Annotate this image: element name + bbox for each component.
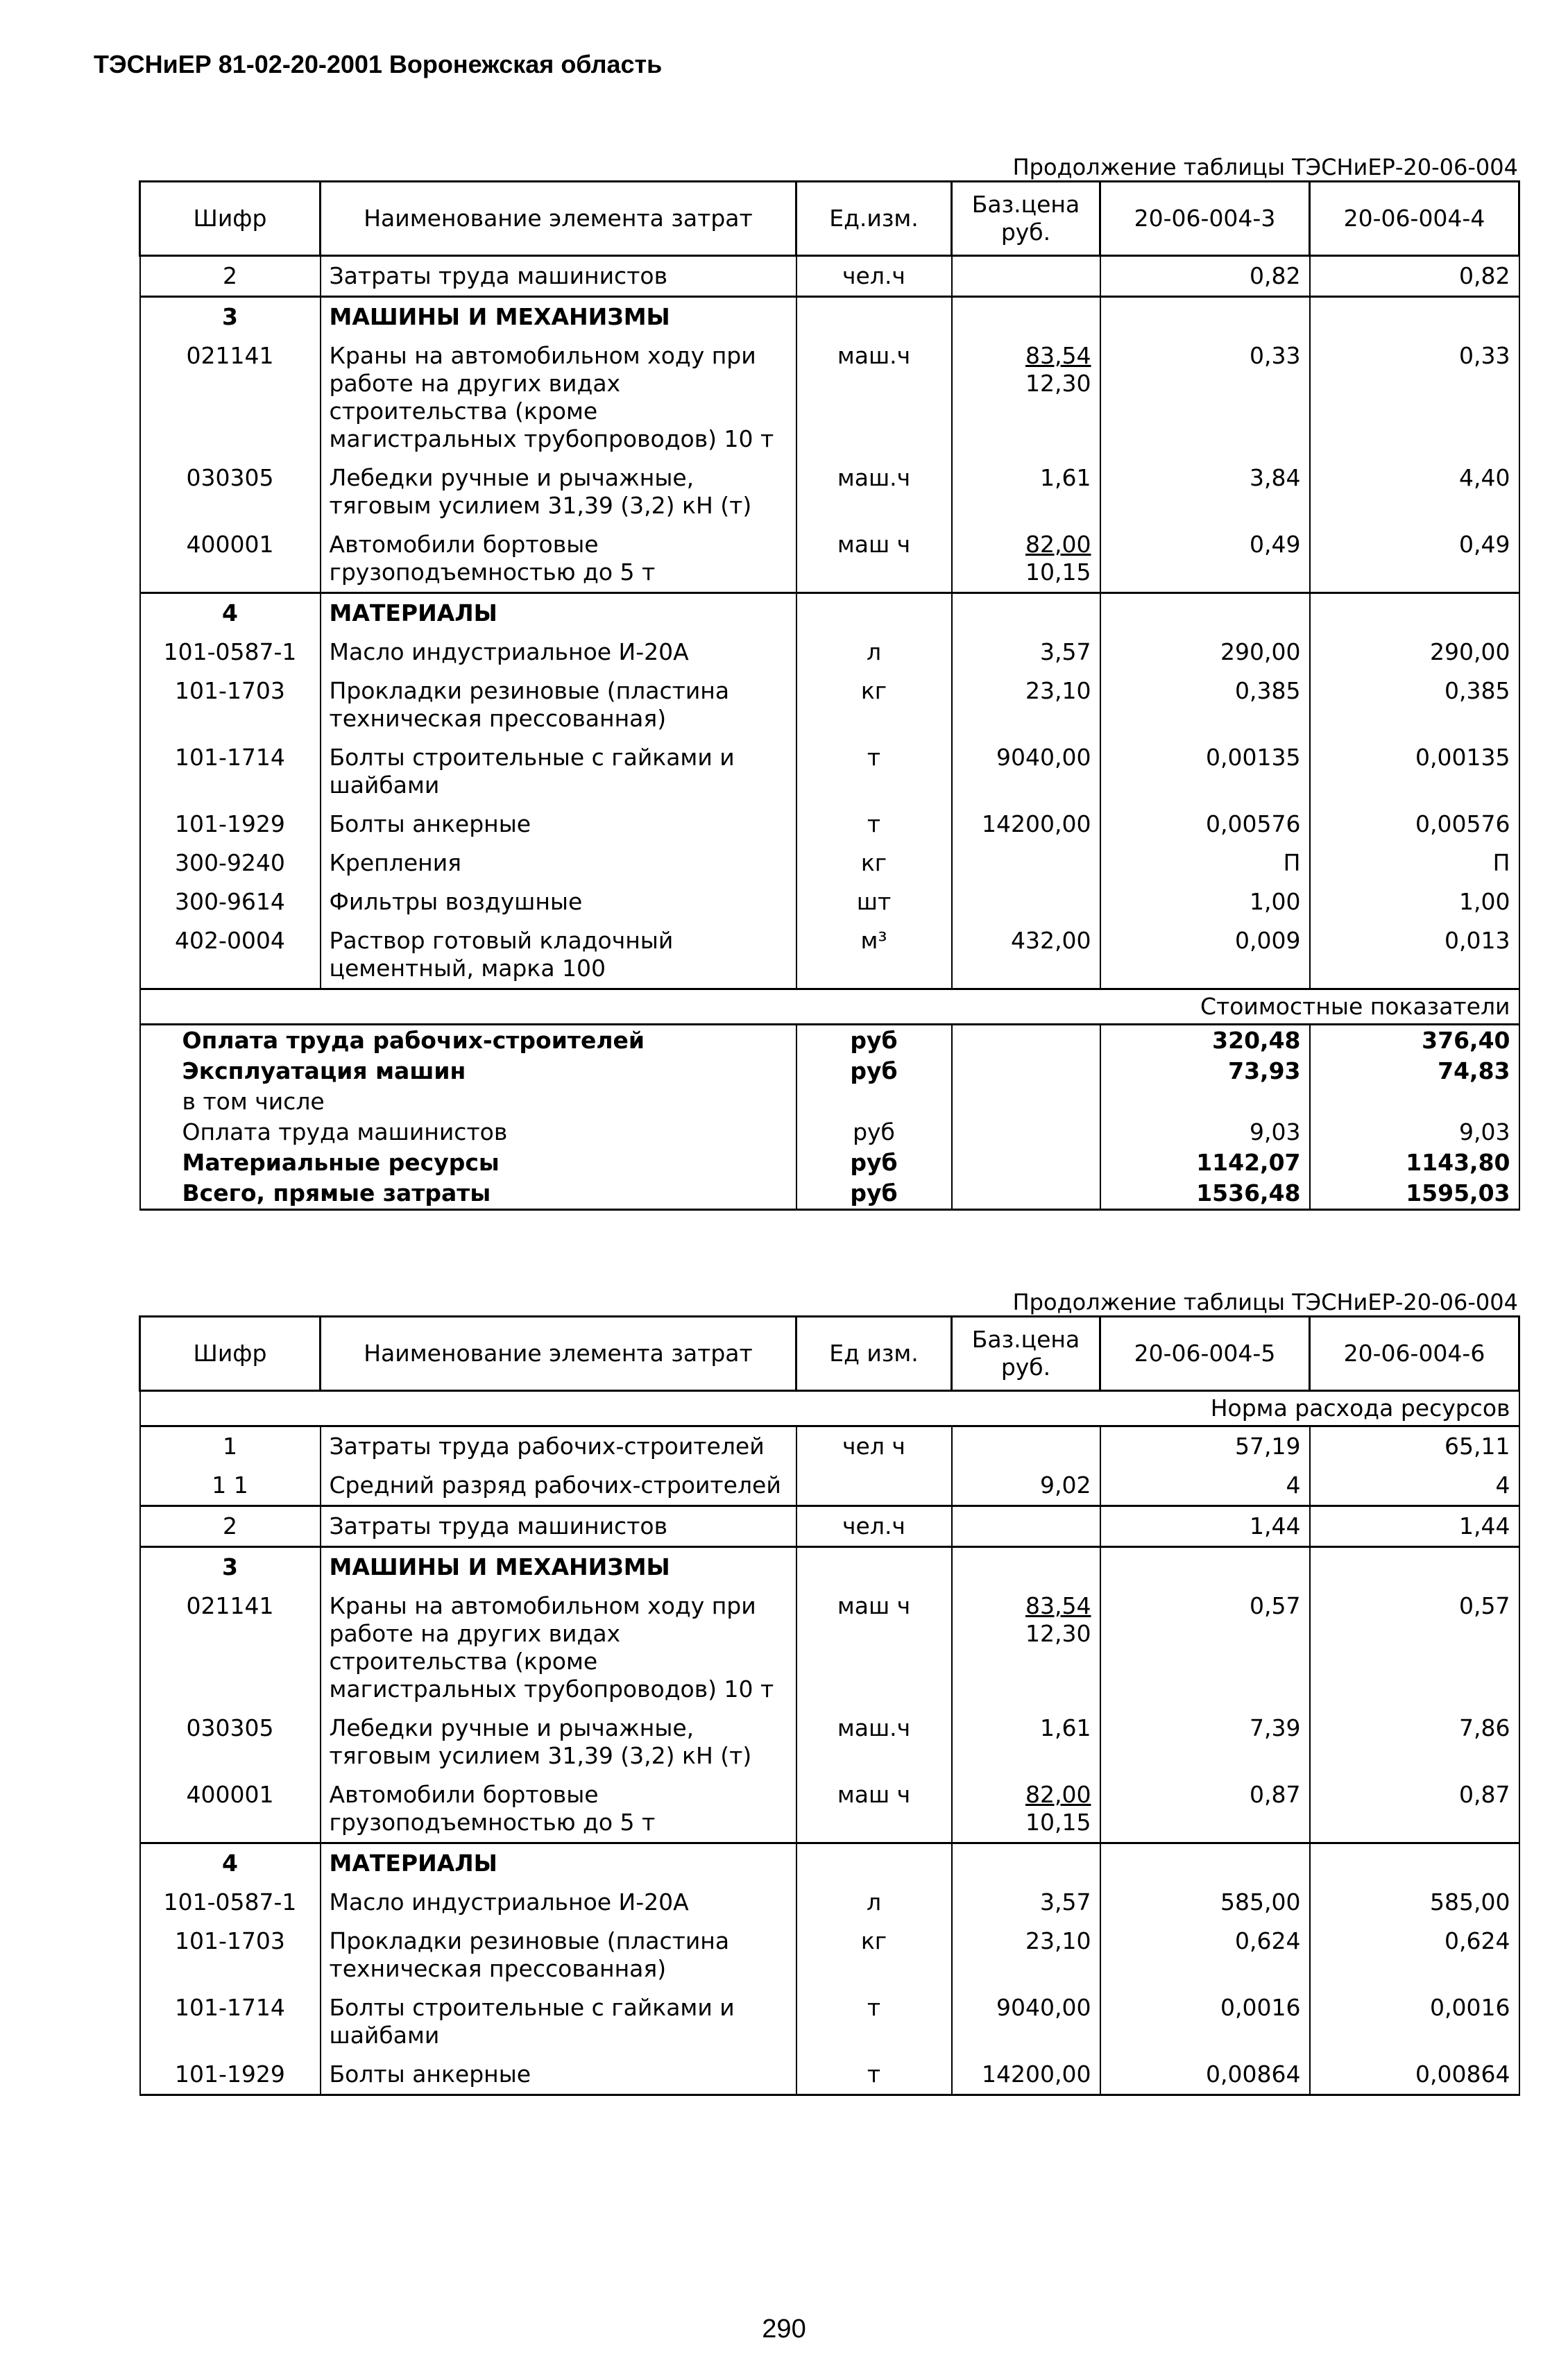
table-row [140,1426,1519,1467]
row-value-1 [1100,593,1310,633]
price-value: 23,10 [1025,1927,1091,1954]
row-name: МАТЕРИАЛЫ [321,593,796,633]
table-row [140,738,1519,805]
totals-row [140,1148,1519,1178]
row-value-2: 1,00 [1310,882,1519,921]
totals-price-empty [952,1178,1100,1210]
row-unit: т [796,738,952,805]
row-name: Болты строительные с гайками и шайбами [321,738,796,805]
row-price [952,738,1100,805]
row-price [952,1466,1100,1506]
row-name: Лебедки ручные и рычажные, тяговым усилием 31,39 (3,2) кН (т) [321,1709,796,1775]
totals-value-2: 74,83 [1310,1056,1519,1086]
row-name: Прокладки резиновые (пластина техническая прессованная) [321,672,796,738]
table-row [140,2055,1519,2095]
row-code: 1 1 [140,1466,321,1506]
header-code: Шифр [140,182,321,256]
row-code: 400001 [140,1775,321,1843]
row-name: Болты анкерные [321,805,796,844]
row-value-2 [1310,1547,1519,1587]
totals-label: Материальные ресурсы [140,1148,796,1178]
row-value-2: 65,11 [1310,1426,1519,1467]
cost-caption: Стоимостные показатели [140,989,1519,1025]
row-price [952,1775,1100,1843]
row-value-2: 585,00 [1310,1883,1519,1922]
row-value-1: 0,49 [1100,525,1310,593]
totals-row [140,1117,1519,1148]
totals-value-1: 9,03 [1100,1117,1310,1148]
price-value: 3,57 [1040,1888,1091,1916]
row-code: 3 [140,1547,321,1587]
table1-body [140,256,1519,989]
totals-unit: руб [796,1148,952,1178]
row-name: МАТЕРИАЛЫ [321,1843,796,1884]
row-value-1 [1100,297,1310,337]
totals-value-2: 9,03 [1310,1117,1519,1148]
price-value: 9040,00 [996,744,1091,771]
row-name: Затраты труда машинистов [321,1506,796,1547]
row-unit [796,1466,952,1506]
price-value: 9040,00 [996,1994,1091,2021]
row-code: 4 [140,593,321,633]
row-value-1: 0,87 [1100,1775,1310,1843]
row-code: 101-0587-1 [140,1883,321,1922]
row-unit: л [796,1883,952,1922]
row-price [952,256,1100,297]
table1-cost-caption-row [140,989,1519,1025]
row-price [952,882,1100,921]
row-name: МАШИНЫ И МЕХАНИЗМЫ [321,1547,796,1587]
row-price [952,633,1100,672]
row-unit: чел.ч [796,256,952,297]
row-unit: кг [796,1922,952,1988]
header-code: Шифр [140,1317,321,1391]
row-value-2: 0,49 [1310,525,1519,593]
row-unit: маш.ч [796,1709,952,1775]
row-value-1: 1,44 [1100,1506,1310,1547]
price-value: 23,10 [1025,677,1091,704]
totals-row [140,1025,1519,1057]
table-row [140,844,1519,882]
table2-header-row [140,1317,1519,1391]
table-row [140,1466,1519,1506]
row-name: Раствор готовый кладочный цементный, марка 100 [321,921,796,989]
row-code: 030305 [140,1709,321,1775]
row-unit: маш ч [796,525,952,593]
row-value-1: П [1100,844,1310,882]
row-code: 400001 [140,525,321,593]
table-row [140,593,1519,633]
totals-value-1: 1536,48 [1100,1178,1310,1210]
row-value-2: 7,86 [1310,1709,1519,1775]
table-row [140,459,1519,525]
totals-label: Оплата труда рабочих-строителей [140,1025,796,1057]
row-value-2 [1310,1843,1519,1884]
totals-label: Оплата труда машинистов [140,1117,796,1148]
row-code: 101-0587-1 [140,633,321,672]
totals-unit: руб [796,1056,952,1086]
row-name: Средний разряд рабочих-строителей [321,1466,796,1506]
price-value: 82,00 [1025,531,1091,558]
row-price [952,1426,1100,1467]
header-col2: 20-06-004-6 [1310,1317,1519,1391]
document-title: ТЭСНиЕР 81-02-20-2001 Воронежская область [94,50,663,78]
row-unit: маш ч [796,1775,952,1843]
table1-continuation: Продолжение таблицы ТЭСНиЕР-20-06-004 [1012,154,1518,180]
row-name: Лебедки ручные и рычажные, тяговым усилием 31,39 (3,2) кН (т) [321,459,796,525]
table-row [140,882,1519,921]
price-value: 432,00 [1011,927,1091,954]
row-price [952,1709,1100,1775]
table-row [140,672,1519,738]
price-machinist-value: 12,30 [1025,370,1091,397]
price-value: 9,02 [1040,1472,1091,1499]
row-value-1 [1100,1547,1310,1587]
row-value-1: 0,33 [1100,336,1310,459]
row-name: Прокладки резиновые (пластина техническая прессованная) [321,1922,796,1988]
page-number: 290 [762,2314,806,2344]
row-price [952,593,1100,633]
row-value-2: 290,00 [1310,633,1519,672]
row-price [952,844,1100,882]
row-value-2: 4,40 [1310,459,1519,525]
table-row [140,1547,1519,1587]
table1-header-row [140,182,1519,256]
row-unit: маш ч [796,1587,952,1709]
row-unit [796,297,952,337]
totals-unit: руб [796,1117,952,1148]
row-name: Затраты труда машинистов [321,256,796,297]
price-value: 1,61 [1040,464,1091,491]
row-value-1: 0,009 [1100,921,1310,989]
row-value-2: 0,385 [1310,672,1519,738]
totals-unit: руб [796,1025,952,1057]
row-name: Краны на автомобильном ходу при работе на других видах строительства (кроме магистральных трубопроводов) 10 т [321,336,796,459]
row-unit: кг [796,844,952,882]
price-machinist-value: 10,15 [1025,558,1091,586]
row-code: 021141 [140,336,321,459]
totals-price-empty [952,1148,1100,1178]
totals-value-2: 1595,03 [1310,1178,1519,1210]
row-price [952,1506,1100,1547]
row-code: 101-1929 [140,2055,321,2095]
row-unit: кг [796,672,952,738]
row-name: Масло индустриальное И-20А [321,633,796,672]
row-code: 030305 [140,459,321,525]
totals-label: Всего, прямые затраты [140,1178,796,1210]
row-price [952,1843,1100,1884]
row-value-2: 0,00864 [1310,2055,1519,2095]
table-row [140,805,1519,844]
row-value-1: 0,385 [1100,672,1310,738]
row-value-1: 3,84 [1100,459,1310,525]
row-unit: т [796,2055,952,2095]
totals-price-empty [952,1025,1100,1057]
row-code: 4 [140,1843,321,1884]
row-value-2: 0,33 [1310,336,1519,459]
row-price [952,1922,1100,1988]
row-unit: маш.ч [796,336,952,459]
totals-value-1: 320,48 [1100,1025,1310,1057]
row-name: Затраты труда рабочих-строителей [321,1426,796,1467]
totals-value-1 [1100,1086,1310,1117]
row-name: Болты строительные с гайками и шайбами [321,1988,796,2055]
row-value-1: 0,00135 [1100,738,1310,805]
row-code: 101-1703 [140,672,321,738]
row-code: 402-0004 [140,921,321,989]
row-price [952,297,1100,337]
header-unit: Ед.изм. [796,182,952,256]
row-value-2: 0,624 [1310,1922,1519,1988]
row-value-1: 290,00 [1100,633,1310,672]
totals-price-empty [952,1056,1100,1086]
row-code: 101-1714 [140,1988,321,2055]
row-code: 2 [140,1506,321,1547]
row-price [952,805,1100,844]
price-value: 14200,00 [982,810,1091,837]
row-code: 300-9240 [140,844,321,882]
table-row [140,256,1519,297]
row-code: 021141 [140,1587,321,1709]
row-value-2: 0,82 [1310,256,1519,297]
row-value-2 [1310,297,1519,337]
row-unit [796,1547,952,1587]
row-value-2: 4 [1310,1466,1519,1506]
row-price [952,921,1100,989]
row-price [952,672,1100,738]
totals-row [140,1086,1519,1117]
row-unit: м³ [796,921,952,989]
row-value-1: 585,00 [1100,1883,1310,1922]
header-price: Баз.цена руб. [952,182,1100,256]
table-row [140,525,1519,593]
row-unit: чел.ч [796,1506,952,1547]
row-code: 101-1703 [140,1922,321,1988]
row-value-2: 0,013 [1310,921,1519,989]
row-value-2: 0,00576 [1310,805,1519,844]
totals-value-2: 1143,80 [1310,1148,1519,1178]
table-row [140,1587,1519,1709]
row-value-2 [1310,593,1519,633]
row-unit: чел ч [796,1426,952,1467]
row-value-2: 1,44 [1310,1506,1519,1547]
totals-value-1: 73,93 [1100,1056,1310,1086]
row-unit: маш.ч [796,459,952,525]
header-name: Наименование элемента затрат [321,182,796,256]
table2-body [140,1426,1519,2095]
row-value-2: 0,87 [1310,1775,1519,1843]
header-name: Наименование элемента затрат [321,1317,796,1391]
price-machinist-value: 12,30 [1025,1620,1091,1647]
row-value-2: 0,0016 [1310,1988,1519,2055]
row-name: МАШИНЫ И МЕХАНИЗМЫ [321,297,796,337]
row-value-1: 0,82 [1100,256,1310,297]
table-row [140,633,1519,672]
norm-caption: Норма расхода ресурсов [140,1391,1519,1426]
row-value-1: 0,00864 [1100,2055,1310,2095]
row-value-1: 0,00576 [1100,805,1310,844]
row-unit [796,1843,952,1884]
row-name: Болты анкерные [321,2055,796,2095]
totals-value-2 [1310,1086,1519,1117]
row-unit: шт [796,882,952,921]
row-name: Автомобили бортовые грузоподъемностью до 5 т [321,1775,796,1843]
row-code: 1 [140,1426,321,1467]
table1 [139,180,1520,1211]
row-name: Автомобили бортовые грузоподъемностью до 5 т [321,525,796,593]
row-value-2: 0,57 [1310,1587,1519,1709]
row-value-1: 1,00 [1100,882,1310,921]
totals-value-1: 1142,07 [1100,1148,1310,1178]
totals-unit [796,1086,952,1117]
totals-value-2: 376,40 [1310,1025,1519,1057]
totals-label: в том числе [140,1086,796,1117]
row-price [952,1587,1100,1709]
price-value: 82,00 [1025,1781,1091,1808]
price-value: 3,57 [1040,638,1091,665]
row-value-1: 0,0016 [1100,1988,1310,2055]
table-row [140,1988,1519,2055]
price-value: 1,61 [1040,1714,1091,1741]
row-value-1: 7,39 [1100,1709,1310,1775]
price-value: 83,54 [1025,1592,1091,1619]
table-row [140,1775,1519,1843]
totals-price-empty [952,1086,1100,1117]
totals-row [140,1056,1519,1086]
table-row [140,1843,1519,1884]
table-row [140,1506,1519,1547]
row-price [952,336,1100,459]
row-name: Крепления [321,844,796,882]
row-value-1: 0,624 [1100,1922,1310,1988]
table-row [140,1883,1519,1922]
row-unit [796,593,952,633]
row-code: 101-1714 [140,738,321,805]
row-price [952,1883,1100,1922]
row-code: 300-9614 [140,882,321,921]
row-name: Масло индустриальное И-20А [321,1883,796,1922]
row-price [952,459,1100,525]
totals-unit: руб [796,1178,952,1210]
totals-label: Эксплуатация машин [140,1056,796,1086]
price-value: 14200,00 [982,2061,1091,2088]
table-row [140,1922,1519,1988]
table2-continuation: Продолжение таблицы ТЭСНиЕР-20-06-004 [1012,1289,1518,1315]
table2-norm-caption-row [140,1391,1519,1426]
table-row [140,336,1519,459]
row-value-2: П [1310,844,1519,882]
row-name: Краны на автомобильном ходу при работе на других видах строительства (кроме магистральных трубопроводов) 10 т [321,1587,796,1709]
row-price [952,1988,1100,2055]
row-price [952,525,1100,593]
totals-row [140,1178,1519,1210]
row-value-1 [1100,1843,1310,1884]
row-value-2: 0,00135 [1310,738,1519,805]
table2 [139,1315,1520,2096]
row-price [952,2055,1100,2095]
row-value-1: 57,19 [1100,1426,1310,1467]
price-machinist-value: 10,15 [1025,1809,1091,1836]
row-name: Фильтры воздушные [321,882,796,921]
header-col1: 20-06-004-5 [1100,1317,1310,1391]
header-col1: 20-06-004-3 [1100,182,1310,256]
row-unit: т [796,1988,952,2055]
row-value-1: 4 [1100,1466,1310,1506]
row-unit: т [796,805,952,844]
header-price: Баз.цена руб. [952,1317,1100,1391]
header-unit: Ед изм. [796,1317,952,1391]
row-code: 101-1929 [140,805,321,844]
row-code: 2 [140,256,321,297]
row-code: 3 [140,297,321,337]
totals-price-empty [952,1117,1100,1148]
header-col2: 20-06-004-4 [1310,182,1519,256]
table-row [140,1709,1519,1775]
table1-totals [140,1025,1519,1210]
row-price [952,1547,1100,1587]
row-unit: л [796,633,952,672]
table-row [140,297,1519,337]
table-row [140,921,1519,989]
row-value-1: 0,57 [1100,1587,1310,1709]
price-value: 83,54 [1025,342,1091,369]
